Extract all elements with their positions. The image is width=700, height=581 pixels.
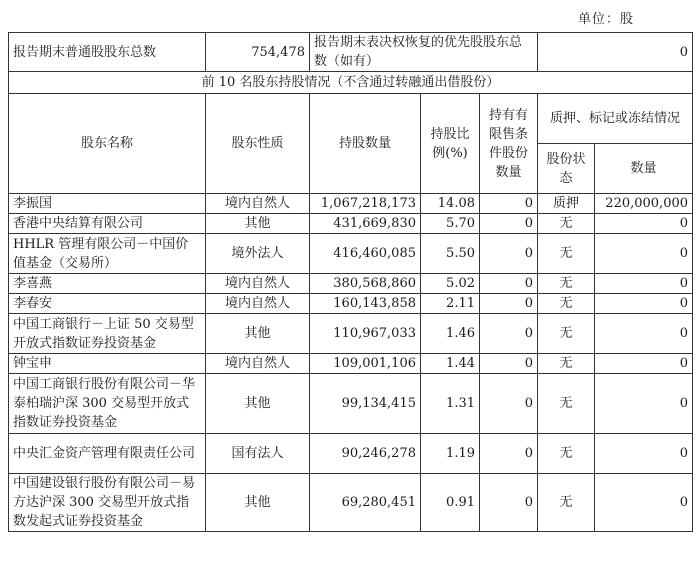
table-row	[9, 434, 693, 474]
shareholder-nature: 境内自然人	[206, 274, 310, 294]
pledge-qty: 0	[595, 434, 693, 474]
share-count: 109,001,106	[310, 354, 421, 374]
pledge-status: 无	[538, 294, 595, 314]
section-title: 前 10 名股东持股情况（不含通过转融通出借股份）	[9, 72, 693, 94]
pledge-qty: 0	[595, 354, 693, 374]
share-count: 380,568,860	[310, 274, 421, 294]
table-row	[9, 214, 693, 234]
share-count: 160,143,858	[310, 294, 421, 314]
section-title-row	[9, 72, 693, 94]
shareholder-name: 中国工商银行股份有限公司－华泰柏瑞沪深 300 交易型开放式指数证券投资基金	[9, 374, 206, 434]
header-nature: 股东性质	[206, 94, 310, 194]
holding-ratio: 2.11	[421, 294, 480, 314]
header-ratio: 持股比例(%)	[421, 94, 480, 194]
shareholder-name: 李振国	[9, 194, 206, 214]
pref-holders-label: 报告期末表决权恢复的优先股股东总数（如有）	[310, 33, 538, 72]
restricted-shares: 0	[480, 214, 538, 234]
table-row	[9, 314, 693, 354]
summary-row	[9, 33, 693, 72]
pledge-status: 无	[538, 214, 595, 234]
header-name: 股东名称	[9, 94, 206, 194]
pledge-status: 无	[538, 234, 595, 274]
shareholder-name: 中央汇金资产管理有限责任公司	[9, 434, 206, 474]
restricted-shares: 0	[480, 354, 538, 374]
total-common-holders-label: 报告期末普通股股东总数	[9, 33, 206, 72]
share-count: 1,067,218,173	[310, 194, 421, 214]
pledge-status: 无	[538, 274, 595, 294]
pledge-qty: 0	[595, 314, 693, 354]
shareholder-nature: 其他	[206, 214, 310, 234]
share-count: 99,134,415	[310, 374, 421, 434]
shareholder-nature: 境内自然人	[206, 294, 310, 314]
restricted-shares: 0	[480, 234, 538, 274]
pledge-qty: 0	[595, 474, 693, 532]
table-row	[9, 474, 693, 532]
table-row	[9, 354, 693, 374]
header-pledge-group: 质押、标记或冻结情况	[538, 94, 693, 144]
table-row	[9, 194, 693, 214]
shareholder-nature: 其他	[206, 314, 310, 354]
shareholder-nature: 国有法人	[206, 434, 310, 474]
holding-ratio: 5.02	[421, 274, 480, 294]
share-count: 416,460,085	[310, 234, 421, 274]
table-row	[9, 234, 693, 274]
table-row	[9, 274, 693, 294]
pledge-qty: 220,000,000	[595, 194, 693, 214]
shareholder-name: 中国工商银行－上证 50 交易型开放式指数证券投资基金	[9, 314, 206, 354]
pledge-status: 质押	[538, 194, 595, 214]
shareholder-rows	[9, 194, 693, 532]
pledge-qty: 0	[595, 294, 693, 314]
shareholder-name: 香港中央结算有限公司	[9, 214, 206, 234]
shareholder-name: HHLR 管理有限公司－中国价值基金（交易所）	[9, 234, 206, 274]
pledge-status: 无	[538, 354, 595, 374]
header-restricted: 持有有限售条件股份数量	[480, 94, 538, 194]
pledge-qty: 0	[595, 214, 693, 234]
table-row	[9, 374, 693, 434]
holding-ratio: 5.50	[421, 234, 480, 274]
pref-holders-value: 0	[538, 33, 693, 72]
restricted-shares: 0	[480, 434, 538, 474]
holding-ratio: 1.44	[421, 354, 480, 374]
shareholder-nature: 境内自然人	[206, 354, 310, 374]
share-count: 69,280,451	[310, 474, 421, 532]
holding-ratio: 5.70	[421, 214, 480, 234]
shareholder-name: 李喜燕	[9, 274, 206, 294]
restricted-shares: 0	[480, 314, 538, 354]
share-count: 90,246,278	[310, 434, 421, 474]
unit-label: 单位：股	[577, 12, 634, 27]
shareholder-name: 中国建设银行股份有限公司－易方达沪深 300 交易型开放式指数发起式证券投资基金	[9, 474, 206, 532]
share-count: 431,669,830	[310, 214, 421, 234]
restricted-shares: 0	[480, 294, 538, 314]
holding-ratio: 1.31	[421, 374, 480, 434]
pledge-status: 无	[538, 474, 595, 532]
holding-ratio: 14.08	[421, 194, 480, 214]
restricted-shares: 0	[480, 194, 538, 214]
pledge-status: 无	[538, 434, 595, 474]
pledge-status: 无	[538, 314, 595, 354]
shareholder-name: 李春安	[9, 294, 206, 314]
header-shares: 持股数量	[310, 94, 421, 194]
shareholder-nature: 其他	[206, 374, 310, 434]
restricted-shares: 0	[480, 374, 538, 434]
share-count: 110,967,033	[310, 314, 421, 354]
shareholder-nature: 其他	[206, 474, 310, 532]
holding-ratio: 1.46	[421, 314, 480, 354]
pledge-qty: 0	[595, 374, 693, 434]
table-row	[9, 294, 693, 314]
pledge-qty: 0	[595, 274, 693, 294]
restricted-shares: 0	[480, 474, 538, 532]
shareholder-nature: 境内自然人	[206, 194, 310, 214]
holding-ratio: 0.91	[421, 474, 480, 532]
shareholder-name: 钟宝申	[9, 354, 206, 374]
pledge-status: 无	[538, 374, 595, 434]
holding-ratio: 1.19	[421, 434, 480, 474]
pledge-qty: 0	[595, 234, 693, 274]
header-pledge-qty: 数量	[595, 144, 693, 194]
header-pledge-status: 股份状态	[538, 144, 595, 194]
header-row	[9, 94, 693, 144]
shareholder-table	[8, 32, 693, 532]
shareholder-nature: 境外法人	[206, 234, 310, 274]
total-common-holders-value: 754,478	[206, 33, 310, 72]
restricted-shares: 0	[480, 274, 538, 294]
